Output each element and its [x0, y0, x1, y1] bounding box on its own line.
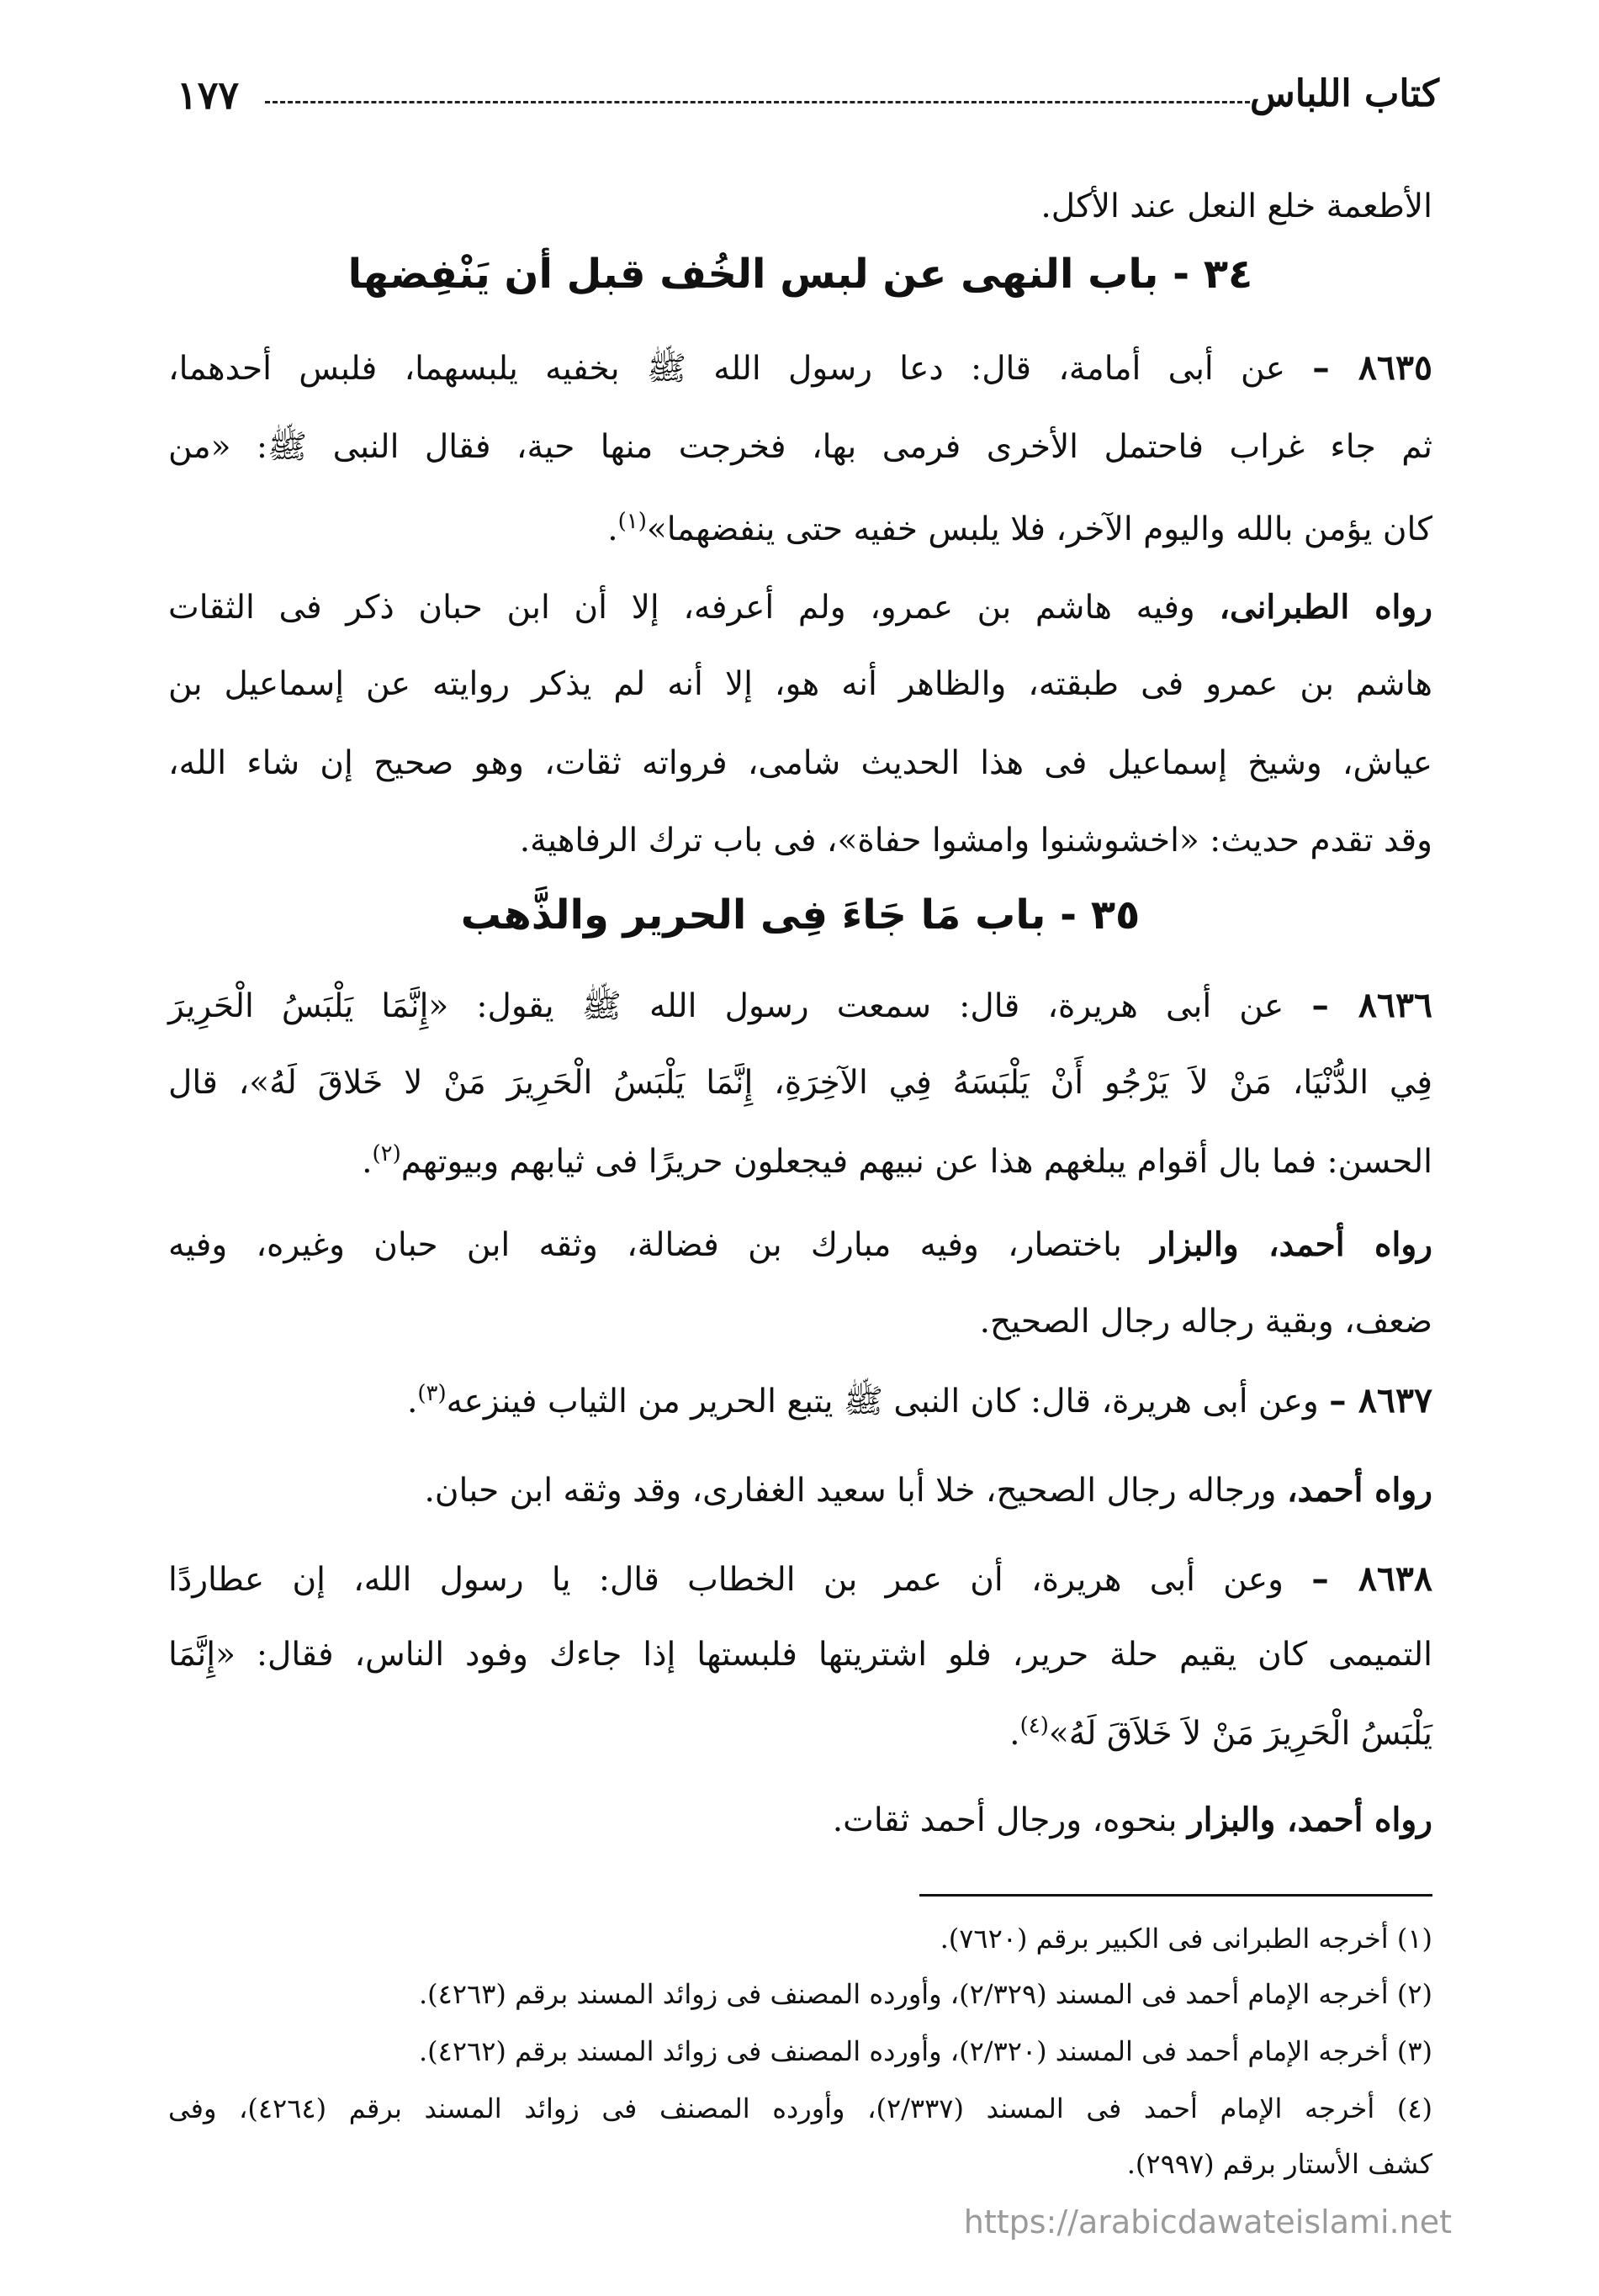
- book-title: كتاب اللباس: [1250, 72, 1439, 115]
- hadith-text: عن أبى أمامة، قال: دعا رسول الله ﷺ بخفيه يلبسهما، فلبس أحدهما،: [168, 350, 1285, 388]
- takhrij-1-line-2: هاشم بن عمرو فى طبقته، والظاهر أنه هو، إلا أنه لم يذكر روايته عن إسماعيل بن: [168, 665, 1432, 703]
- hadith-number: ٨٦٣٨ –: [1311, 1558, 1432, 1599]
- hadith-text: يَلْبَسُ الْحَرِيرَ مَنْ لاَ خَلاَقَ لَهُ»: [1048, 1715, 1432, 1753]
- takhrij-1-line-4: وقد تقدم حديث: «اخشوشنوا وامشوا حفاة»، فى باب ترك الرفاهية.: [519, 822, 1432, 860]
- header-dashed-rule: [265, 101, 1250, 103]
- footnote-3: (٣) أخرجه الإمام أحمد فى المسند (٢/٣٢٠)، وأورده المصنف فى زوائد المسند برقم (٤٢٦٢).: [419, 2035, 1432, 2067]
- hadith-text: عن أبى هريرة، قال: سمعت رسول الله ﷺ يقول: «إِنَّمَا يَلْبَسُ الْحَرِيرَ: [168, 987, 1284, 1025]
- footnote-4-continued: كشف الأستار برقم (٢٩٩٧).: [1126, 2148, 1432, 2180]
- hadith-text: وعن أبى هريرة، قال: كان النبى ﷺ يتبع الحرير من الثياب فينزعه: [446, 1383, 1319, 1420]
- hadith-text: الحسن: فما بال أقوام يبلغهم هذا عن نبيهم فيجعلون حريرًا فى ثيابهم وبيوتهم: [400, 1143, 1432, 1181]
- hadith-8638-line-2: التميمى كان يقيم حلة حرير، فلو اشتريتها فلبستها إذا جاءك وفود الناس، فقال: «إِنَّمَا: [168, 1636, 1432, 1674]
- section-35-heading: ٣٥ - باب مَا جَاءَ فِى الحرير والذَّهب: [460, 891, 1141, 939]
- footnote-ref: (١): [617, 509, 647, 534]
- takhrij-1-line-3: عياش، وشيخ إسماعيل فى هذا الحديث شامى، فرواته ثقات، وهو صحيح إن شاء الله،: [168, 744, 1432, 782]
- takhrij-3-line-1: [168, 1470, 1432, 1512]
- watermark-url: https://arabicdawateislami.net: [963, 2203, 1452, 2240]
- hadith-8636-line-2: فِي الدُّنْيَا، مَنْ لاَ يَرْجُو أَنْ يَلْبَسَهُ فِي الآخِرَةِ، إِنَّمَا يَلْبَسُ الْحَرِيرَ مَنْ لا خَلاقَ لَهُ»، قال: [168, 1064, 1432, 1102]
- hadith-number: ٨٦٣٦ –: [1311, 985, 1432, 1025]
- footnote-1: (١) أخرجه الطبرانى فى الكبير برقم (٧٦٢٠).: [940, 1923, 1432, 1955]
- section-34-heading: ٣٤ - باب النهى عن لبس الخُف قبل أن يَنْفِضها: [347, 251, 1253, 298]
- takhrij-2-line-1: [168, 1225, 1432, 1267]
- hadith-8638-line-1: [168, 1558, 1432, 1601]
- takhrij-source: رواه الطبرانى،: [1219, 588, 1433, 627]
- hadith-8635-line-2: ثم جاء غراب فاحتمل الأخرى فرمى بها، فخرجت منها حية، فقال النبى ﷺ: «من: [168, 428, 1432, 466]
- takhrij-text: بنحوه، ورجال أحمد ثقات.: [832, 1801, 1178, 1839]
- hadith-8636-line-1: [168, 984, 1432, 1028]
- takhrij-source: رواه أحمد،: [1286, 1471, 1432, 1510]
- hadith-text: وعن أبى هريرة، أن عمر بن الخطاب قال: يا رسول الله، إن عطاردًا: [168, 1561, 1284, 1599]
- page-number: ١٧٧: [177, 72, 240, 118]
- intro-line: الأطعمة خلع النعل عند الأكل.: [1040, 188, 1432, 225]
- takhrij-source: رواه أحمد، والبزار: [1187, 1801, 1432, 1839]
- takhrij-text: باختصار، وفيه مبارك بن فضالة، وثقه ابن حبان وغيره، وفيه: [168, 1226, 1122, 1264]
- footnote-4: (٤) أخرجه الإمام أحمد فى المسند (٢/٣٣٧)، وأورده المصنف فى زوائد المسند برقم (٤٢٦٤)، وفى: [168, 2092, 1433, 2124]
- hadith-8637-line-1: ٨٦٣٧ – وعن أبى هريرة، قال: كان النبى ﷺ يتبع الحرير من الثياب فينزعه$^{(٣)}$.: [406, 1380, 1432, 1420]
- hadith-8635-line-3: كان يؤمن بالله واليوم الآخر، فلا يلبس خفيه حتى ينفضهما»$^{(١)}$.: [607, 509, 1432, 548]
- hadith-8636-line-3: الحسن: فما بال أقوام يبلغهم هذا عن نبيهم فيجعلون حريرًا فى ثيابهم وبيوتهم$^{(٢)}$.: [362, 1141, 1432, 1181]
- takhrij-1-line-1: [168, 587, 1432, 629]
- takhrij-text: ورجاله رجال الصحيح، خلا أبا سعيد الغفارى، وقد وثقه ابن حبان.: [424, 1472, 1277, 1510]
- takhrij-text: وفيه هاشم بن عمرو، ولم أعرفه، إلا أن ابن حبان ذكر فى الثقات: [168, 589, 1195, 627]
- footnote-separator: [919, 1894, 1432, 1897]
- footnote-ref: (٢): [372, 1141, 401, 1167]
- takhrij-2-line-2: ضعف، وبقية رجاله رجال الصحيح.: [979, 1303, 1432, 1341]
- hadith-number: ٨٦٣٥ –: [1312, 347, 1432, 388]
- footnote-2: (٢) أخرجه الإمام أحمد فى المسند (٢/٣٢٩)، وأورده المصنف فى زوائد المسند برقم (٤٢٦٣).: [419, 1978, 1432, 2010]
- running-header: [177, 72, 1439, 131]
- hadith-text: كان يؤمن بالله واليوم الآخر، فلا يلبس خفيه حتى ينفضهما»: [646, 511, 1432, 548]
- hadith-8638-line-3: يَلْبَسُ الْحَرِيرَ مَنْ لاَ خَلاَقَ لَهُ»$^{(٤)}$.: [1009, 1713, 1432, 1753]
- hadith-number: ٨٦٣٧ –: [1329, 1380, 1432, 1420]
- footnote-ref: (٣): [417, 1381, 447, 1406]
- takhrij-4-line-1: [168, 1800, 1432, 1842]
- hadith-8635-line-1: [168, 347, 1432, 390]
- takhrij-source: رواه أحمد، والبزار: [1151, 1225, 1432, 1264]
- footnote-ref: (٤): [1019, 1713, 1049, 1738]
